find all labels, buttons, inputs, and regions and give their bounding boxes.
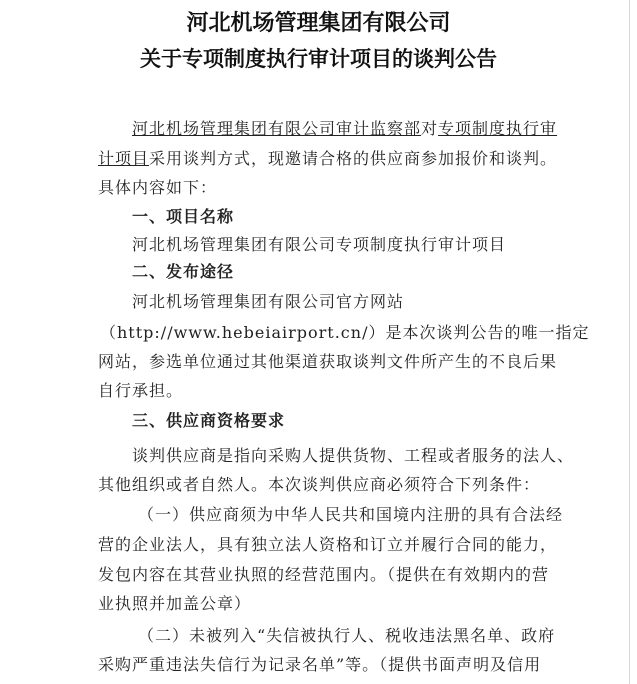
condition2-line-2: 采购严重违法失信行为记录名单”等。（提供书面声明及信用	[98, 655, 542, 674]
condition2-line-1: （二）未被列入“失信被执行人、税收违法黑名单、政府	[138, 626, 556, 645]
section1-body: 河北机场管理集团有限公司专项制度执行审计项目	[132, 235, 507, 254]
condition1-line-1: （一）供应商须为中华人民共和国境内注册的具有合法经	[138, 505, 564, 524]
section3-p1-line-2: 其他组织或者自然人。本次谈判供应商必须符合下列条件：	[98, 475, 541, 494]
intro-line-3: 具体内容如下：	[98, 178, 218, 197]
dept-name: 河北机场管理集团有限公司审计监察部	[132, 119, 422, 138]
page-edge	[629, 0, 630, 684]
project-name-part: 计项目	[98, 149, 150, 168]
section2-url-line: （http://www.hebeiairport.cn/）是本次谈判公告的唯一指定	[100, 323, 590, 342]
intro-line-1	[132, 119, 557, 139]
condition1-line-2: 营的企业法人，具有独立法人资格和订立并履行合同的能力，	[98, 535, 558, 554]
doc-title-line1: 河北机场管理集团有限公司	[186, 11, 451, 36]
intro-text: 对	[421, 119, 439, 138]
condition1-line-3: 发包内容在其营业执照的经营范围内。（提供在有效期内的营	[98, 565, 550, 584]
doc-title-line2: 关于专项制度执行审计项目的谈判公告	[140, 47, 497, 71]
section3-p1-line-1: 谈判供应商是指向采购人提供货物、工程或者服务的法人、	[132, 446, 575, 465]
intro-text: 采用谈判方式，现邀请合格的供应商参加报价和谈判。	[149, 149, 558, 168]
intro-line-2	[98, 149, 557, 169]
section2-line-1: 河北机场管理集团有限公司官方网站	[132, 292, 405, 311]
project-name-part: 专项制度执行审	[438, 119, 558, 138]
section2-line-4: 自行承担。	[98, 381, 184, 400]
section2-heading: 二、发布途径	[132, 262, 235, 281]
section3-heading: 三、供应商资格要求	[132, 411, 286, 430]
section1-heading: 一、项目名称	[132, 207, 235, 226]
section2-line-3: 网站，参选单位通过其他渠道获取谈判文件所产生的不良后果	[98, 352, 558, 371]
condition1-line-4: 业执照并加盖公章）	[98, 594, 252, 613]
